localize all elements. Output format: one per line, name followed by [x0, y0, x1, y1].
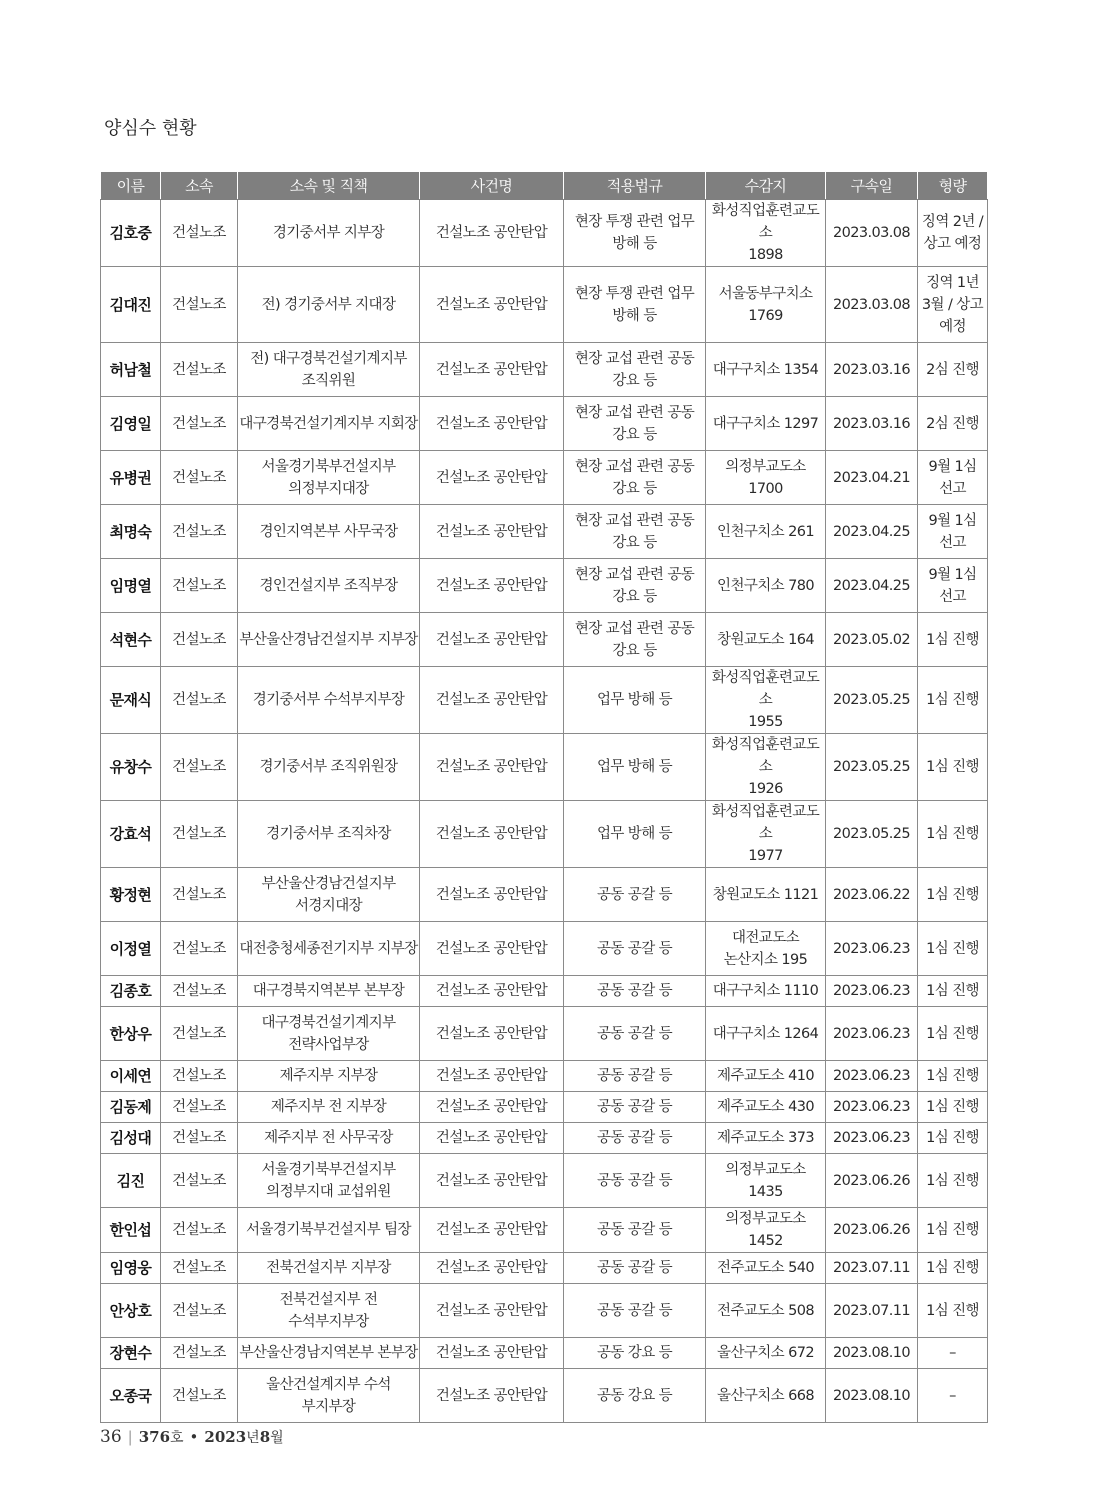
cell-date: 2023.06.26 — [826, 1208, 918, 1253]
section-title: 양심수 현황 — [104, 118, 197, 139]
cell-org: 건설노조 — [161, 1154, 238, 1208]
cell-date: 2023.04.25 — [826, 505, 918, 559]
cell-case: 건설노조 공안탄압 — [420, 1092, 564, 1123]
cell-law: 현장 투쟁 관련 업무 방해 등 — [564, 267, 706, 343]
cell-law: 공동 공갈 등 — [564, 1154, 706, 1208]
cell-case: 건설노조 공안탄압 — [420, 1007, 564, 1061]
cell-name: 김영일 — [101, 397, 161, 451]
cell-date: 2023.06.23 — [826, 1007, 918, 1061]
issue-year-suffix: 년 — [246, 1430, 260, 1446]
cell-sentence: 1심 진행 — [918, 1061, 988, 1092]
cell-name: 이정열 — [101, 922, 161, 976]
cell-name: 강효석 — [101, 801, 161, 868]
cell-law: 현장 교섭 관련 공동 강요 등 — [564, 451, 706, 505]
cell-position: 부산울산경남건설지부 지부장 — [238, 613, 420, 667]
cell-position: 경인지역본부 사무국장 — [238, 505, 420, 559]
cell-case: 건설노조 공안탄압 — [420, 734, 564, 801]
issue-month: 8 — [259, 1428, 271, 1446]
cell-position: 대전충청세종전기지부 지부장 — [238, 922, 420, 976]
cell-prison: 서울동부구치소 1769 — [706, 267, 826, 343]
cell-sentence: 1심 진행 — [918, 1123, 988, 1154]
cell-law: 공동 공갈 등 — [564, 1284, 706, 1338]
cell-name: 임명열 — [101, 559, 161, 613]
table-row — [101, 922, 988, 976]
table-row — [101, 976, 988, 1007]
cell-sentence: 1심 진행 — [918, 613, 988, 667]
column-header-law: 적용법규 — [564, 172, 706, 200]
cell-org: 건설노조 — [161, 734, 238, 801]
table-row — [101, 734, 988, 801]
cell-prison: 대전교도소 논산지소 195 — [706, 922, 826, 976]
cell-org: 건설노조 — [161, 200, 238, 267]
cell-sentence: 1심 진행 — [918, 734, 988, 801]
cell-name: 김종호 — [101, 976, 161, 1007]
cell-date: 2023.06.23 — [826, 1092, 918, 1123]
cell-position: 전) 대구경북건설기계지부 조직위원 — [238, 343, 420, 397]
cell-case: 건설노조 공안탄압 — [420, 976, 564, 1007]
cell-position: 제주지부 지부장 — [238, 1061, 420, 1092]
cell-position: 경인건설지부 조직부장 — [238, 559, 420, 613]
cell-prison: 의정부교도소 1700 — [706, 451, 826, 505]
cell-position: 경기중서부 수석부지부장 — [238, 667, 420, 734]
cell-case: 건설노조 공안탄압 — [420, 1208, 564, 1253]
cell-org: 건설노조 — [161, 1208, 238, 1253]
cell-date: 2023.03.08 — [826, 200, 918, 267]
cell-name: 한상우 — [101, 1007, 161, 1061]
cell-date: 2023.04.21 — [826, 451, 918, 505]
cell-position: 전북건설지부 전 수석부지부장 — [238, 1284, 420, 1338]
cell-prison: 인천구치소 261 — [706, 505, 826, 559]
cell-law: 공동 강요 등 — [564, 1338, 706, 1369]
cell-sentence: 9월 1심 선고 — [918, 559, 988, 613]
cell-position: 경기중서부 조직차장 — [238, 801, 420, 868]
table-row — [101, 613, 988, 667]
table-row — [101, 1208, 988, 1253]
cell-law: 현장 교섭 관련 공동 강요 등 — [564, 397, 706, 451]
cell-case: 건설노조 공안탄압 — [420, 1284, 564, 1338]
cell-prison: 제주교도소 410 — [706, 1061, 826, 1092]
table-body — [101, 200, 988, 1423]
cell-name: 유창수 — [101, 734, 161, 801]
table-row — [101, 1253, 988, 1284]
cell-position: 대구경북건설기계지부 전략사업부장 — [238, 1007, 420, 1061]
cell-name: 임영웅 — [101, 1253, 161, 1284]
cell-prison: 의정부교도소 1452 — [706, 1208, 826, 1253]
table-row — [101, 801, 988, 868]
page-number: 36 — [100, 1427, 122, 1447]
cell-org: 건설노조 — [161, 1338, 238, 1369]
cell-case: 건설노조 공안탄압 — [420, 267, 564, 343]
cell-law: 업무 방해 등 — [564, 667, 706, 734]
cell-date: 2023.04.25 — [826, 559, 918, 613]
cell-prison: 화성직업훈련교도소 1926 — [706, 734, 826, 801]
cell-case: 건설노조 공안탄압 — [420, 922, 564, 976]
issue-number: 376 — [138, 1428, 171, 1446]
cell-org: 건설노조 — [161, 1369, 238, 1423]
cell-date: 2023.06.23 — [826, 1123, 918, 1154]
cell-name: 오종국 — [101, 1369, 161, 1423]
cell-date: 2023.05.25 — [826, 667, 918, 734]
issue-suffix: 호 — [170, 1430, 184, 1446]
cell-name: 허남철 — [101, 343, 161, 397]
table-row — [101, 1338, 988, 1369]
column-header-sentence: 형량 — [918, 172, 988, 200]
cell-position: 제주지부 전 지부장 — [238, 1092, 420, 1123]
table-row — [101, 451, 988, 505]
table-row — [101, 1284, 988, 1338]
cell-org: 건설노조 — [161, 559, 238, 613]
cell-position: 대구경북건설기계지부 지회장 — [238, 397, 420, 451]
cell-case: 건설노조 공안탄압 — [420, 1154, 564, 1208]
cell-law: 현장 투쟁 관련 업무 방해 등 — [564, 200, 706, 267]
cell-sentence: – — [918, 1369, 988, 1423]
cell-law: 공동 공갈 등 — [564, 1092, 706, 1123]
cell-law: 업무 방해 등 — [564, 801, 706, 868]
cell-prison: 창원교도소 1121 — [706, 868, 826, 922]
cell-date: 2023.05.25 — [826, 734, 918, 801]
issue-year: 2023 — [204, 1428, 247, 1446]
cell-org: 건설노조 — [161, 505, 238, 559]
cell-case: 건설노조 공안탄압 — [420, 1369, 564, 1423]
cell-name: 장현수 — [101, 1338, 161, 1369]
cell-position: 경기중서부 조직위원장 — [238, 734, 420, 801]
cell-date: 2023.05.25 — [826, 801, 918, 868]
cell-prison: 전주교도소 508 — [706, 1284, 826, 1338]
footer-divider: | — [127, 1428, 133, 1446]
cell-sentence: 1심 진행 — [918, 922, 988, 976]
cell-org: 건설노조 — [161, 397, 238, 451]
cell-law: 공동 공갈 등 — [564, 1208, 706, 1253]
cell-case: 건설노조 공안탄압 — [420, 200, 564, 267]
cell-prison: 창원교도소 164 — [706, 613, 826, 667]
cell-case: 건설노조 공안탄압 — [420, 1061, 564, 1092]
column-header-case: 사건명 — [420, 172, 564, 200]
cell-sentence: 1심 진행 — [918, 1208, 988, 1253]
cell-date: 2023.07.11 — [826, 1284, 918, 1338]
cell-case: 건설노조 공안탄압 — [420, 397, 564, 451]
cell-org: 건설노조 — [161, 343, 238, 397]
cell-prison: 화성직업훈련교도소 1898 — [706, 200, 826, 267]
issue-month-suffix: 월 — [270, 1430, 284, 1446]
cell-name: 김동제 — [101, 1092, 161, 1123]
cell-position: 부산울산경남지역본부 본부장 — [238, 1338, 420, 1369]
cell-date: 2023.06.22 — [826, 868, 918, 922]
cell-law: 현장 교섭 관련 공동 강요 등 — [564, 343, 706, 397]
cell-org: 건설노조 — [161, 868, 238, 922]
cell-date: 2023.08.10 — [826, 1369, 918, 1423]
column-header-org: 소속 — [161, 172, 238, 200]
cell-case: 건설노조 공안탄압 — [420, 801, 564, 868]
cell-org: 건설노조 — [161, 801, 238, 868]
cell-org: 건설노조 — [161, 976, 238, 1007]
cell-law: 업무 방해 등 — [564, 734, 706, 801]
cell-sentence: 징역 1년 3월 / 상고 예정 — [918, 267, 988, 343]
cell-date: 2023.06.23 — [826, 922, 918, 976]
table-row — [101, 1154, 988, 1208]
table-row — [101, 1007, 988, 1061]
cell-sentence: 1심 진행 — [918, 1253, 988, 1284]
cell-sentence: – — [918, 1338, 988, 1369]
cell-org: 건설노조 — [161, 1284, 238, 1338]
cell-sentence: 1심 진행 — [918, 1092, 988, 1123]
cell-name: 한인섭 — [101, 1208, 161, 1253]
cell-position: 부산울산경남건설지부 서경지대장 — [238, 868, 420, 922]
cell-sentence: 9월 1심 선고 — [918, 451, 988, 505]
cell-org: 건설노조 — [161, 1253, 238, 1284]
cell-org: 건설노조 — [161, 667, 238, 734]
cell-law: 공동 공갈 등 — [564, 1007, 706, 1061]
cell-sentence: 1심 진행 — [918, 976, 988, 1007]
cell-name: 석현수 — [101, 613, 161, 667]
cell-name: 김진 — [101, 1154, 161, 1208]
cell-law: 공동 공갈 등 — [564, 1123, 706, 1154]
cell-position: 서울경기북부건설지부 팀장 — [238, 1208, 420, 1253]
cell-prison: 화성직업훈련교도소 1977 — [706, 801, 826, 868]
cell-prison: 대구구치소 1264 — [706, 1007, 826, 1061]
cell-case: 건설노조 공안탄압 — [420, 613, 564, 667]
cell-position: 서울경기북부건설지부 의정부지대 교섭위원 — [238, 1154, 420, 1208]
cell-position: 제주지부 전 사무국장 — [238, 1123, 420, 1154]
cell-law: 공동 공갈 등 — [564, 868, 706, 922]
cell-sentence: 1심 진행 — [918, 1284, 988, 1338]
cell-org: 건설노조 — [161, 451, 238, 505]
table-row — [101, 343, 988, 397]
cell-law: 공동 공갈 등 — [564, 1061, 706, 1092]
cell-sentence: 1심 진행 — [918, 1154, 988, 1208]
cell-date: 2023.06.23 — [826, 976, 918, 1007]
cell-sentence: 9월 1심 선고 — [918, 505, 988, 559]
cell-law: 공동 공갈 등 — [564, 1253, 706, 1284]
cell-sentence: 1심 진행 — [918, 1007, 988, 1061]
table-header — [101, 172, 988, 200]
cell-sentence: 1심 진행 — [918, 667, 988, 734]
table-row — [101, 559, 988, 613]
cell-name: 안상호 — [101, 1284, 161, 1338]
cell-law: 공동 공갈 등 — [564, 922, 706, 976]
table-row — [101, 200, 988, 267]
cell-name: 유병권 — [101, 451, 161, 505]
cell-prison: 제주교도소 373 — [706, 1123, 826, 1154]
cell-org: 건설노조 — [161, 1007, 238, 1061]
cell-org: 건설노조 — [161, 1061, 238, 1092]
cell-case: 건설노조 공안탄압 — [420, 505, 564, 559]
table-row — [101, 267, 988, 343]
table-row — [101, 1061, 988, 1092]
cell-sentence: 1심 진행 — [918, 801, 988, 868]
cell-name: 최명숙 — [101, 505, 161, 559]
table-row — [101, 1123, 988, 1154]
cell-name: 김대진 — [101, 267, 161, 343]
cell-law: 공동 강요 등 — [564, 1369, 706, 1423]
cell-position: 울산건설계지부 수석 부지부장 — [238, 1369, 420, 1423]
cell-date: 2023.06.26 — [826, 1154, 918, 1208]
cell-case: 건설노조 공안탄압 — [420, 667, 564, 734]
cell-org: 건설노조 — [161, 267, 238, 343]
cell-date: 2023.08.10 — [826, 1338, 918, 1369]
cell-case: 건설노조 공안탄압 — [420, 1338, 564, 1369]
cell-name: 김호중 — [101, 200, 161, 267]
cell-prison: 인천구치소 780 — [706, 559, 826, 613]
cell-org: 건설노조 — [161, 922, 238, 976]
cell-prison: 화성직업훈련교도소 1955 — [706, 667, 826, 734]
cell-position: 전북건설지부 지부장 — [238, 1253, 420, 1284]
cell-date: 2023.03.16 — [826, 397, 918, 451]
table-row — [101, 1092, 988, 1123]
page-footer — [100, 1427, 284, 1447]
cell-case: 건설노조 공안탄압 — [420, 868, 564, 922]
cell-prison: 의정부교도소 1435 — [706, 1154, 826, 1208]
cell-name: 이세연 — [101, 1061, 161, 1092]
cell-sentence: 1심 진행 — [918, 868, 988, 922]
cell-prison: 제주교도소 430 — [706, 1092, 826, 1123]
cell-position: 전) 경기중서부 지대장 — [238, 267, 420, 343]
cell-case: 건설노조 공안탄압 — [420, 1253, 564, 1284]
cell-date: 2023.07.11 — [826, 1253, 918, 1284]
cell-date: 2023.06.23 — [826, 1061, 918, 1092]
cell-position: 서울경기북부건설지부 의정부지대장 — [238, 451, 420, 505]
table-row — [101, 505, 988, 559]
cell-prison: 대구구치소 1354 — [706, 343, 826, 397]
column-header-prison: 수감지 — [706, 172, 826, 200]
column-header-position: 소속 및 직책 — [238, 172, 420, 200]
column-header-date: 구속일 — [826, 172, 918, 200]
table-row — [101, 397, 988, 451]
column-header-name: 이름 — [101, 172, 161, 200]
cell-prison: 대구구치소 1110 — [706, 976, 826, 1007]
cell-date: 2023.03.16 — [826, 343, 918, 397]
cell-prison: 대구구치소 1297 — [706, 397, 826, 451]
cell-prison: 전주교도소 540 — [706, 1253, 826, 1284]
cell-name: 김성대 — [101, 1123, 161, 1154]
prisoner-table — [100, 171, 988, 1423]
cell-case: 건설노조 공안탄압 — [420, 1123, 564, 1154]
cell-law: 현장 교섭 관련 공동 강요 등 — [564, 505, 706, 559]
cell-org: 건설노조 — [161, 1123, 238, 1154]
cell-law: 현장 교섭 관련 공동 강요 등 — [564, 613, 706, 667]
cell-name: 황정현 — [101, 868, 161, 922]
table-row — [101, 868, 988, 922]
cell-law: 공동 공갈 등 — [564, 976, 706, 1007]
cell-sentence: 2심 진행 — [918, 343, 988, 397]
cell-date: 2023.03.08 — [826, 267, 918, 343]
cell-org: 건설노조 — [161, 613, 238, 667]
cell-sentence: 징역 2년 / 상고 예정 — [918, 200, 988, 267]
cell-position: 경기중서부 지부장 — [238, 200, 420, 267]
cell-name: 문재식 — [101, 667, 161, 734]
cell-position: 대구경북지역본부 본부장 — [238, 976, 420, 1007]
cell-case: 건설노조 공안탄압 — [420, 559, 564, 613]
table-row — [101, 667, 988, 734]
cell-prison: 울산구치소 672 — [706, 1338, 826, 1369]
cell-prison: 울산구치소 668 — [706, 1369, 826, 1423]
table-row — [101, 1369, 988, 1423]
cell-case: 건설노조 공안탄압 — [420, 451, 564, 505]
cell-sentence: 2심 진행 — [918, 397, 988, 451]
cell-case: 건설노조 공안탄압 — [420, 343, 564, 397]
footer-dot: • — [189, 1428, 199, 1446]
cell-date: 2023.05.02 — [826, 613, 918, 667]
cell-law: 현장 교섭 관련 공동 강요 등 — [564, 559, 706, 613]
cell-org: 건설노조 — [161, 1092, 238, 1123]
